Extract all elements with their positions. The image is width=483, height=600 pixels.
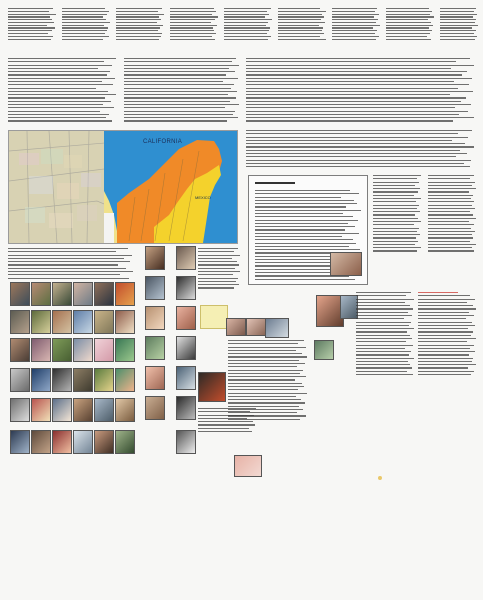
text-block-right-col-2: [428, 175, 476, 254]
photo-1: [10, 282, 30, 306]
photo-42: [176, 306, 196, 330]
photo-29: [94, 398, 114, 422]
text-block-right-lower-1: [356, 292, 414, 377]
text-column-6: [278, 8, 326, 41]
map-graphic: [9, 131, 237, 243]
photo-9: [52, 310, 72, 334]
text-column-4: [170, 8, 218, 41]
photo-40: [176, 276, 196, 300]
photo-34: [73, 430, 93, 454]
text-block-mid-upper: [124, 58, 240, 124]
photo-7: [10, 310, 30, 334]
photo-12: [115, 310, 135, 334]
text-column-3: [116, 8, 164, 41]
photo-21: [52, 368, 72, 392]
photo-23: [94, 368, 114, 392]
photo-39: [145, 276, 165, 300]
text-column-7: [332, 8, 380, 41]
photo-57: [330, 252, 362, 276]
text-block-left-upper: [8, 58, 118, 124]
photo-54: [265, 318, 289, 338]
photo-26: [31, 398, 51, 422]
photo-31: [10, 430, 30, 454]
photo-45: [145, 366, 165, 390]
text-block-right-lower-2: [418, 292, 476, 377]
text-block-right-upper: [246, 58, 476, 124]
photo-53: [246, 318, 266, 336]
photo-4: [73, 282, 93, 306]
photo-2: [31, 282, 51, 306]
photo-41: [145, 306, 165, 330]
photo-17: [94, 338, 114, 362]
mexico-label: MEXICO: [195, 195, 211, 200]
text-column-5: [224, 8, 272, 41]
photo-49: [176, 430, 196, 454]
photo-37: [145, 246, 165, 270]
photo-58: [314, 340, 334, 360]
photo-51: [234, 455, 262, 477]
text-column-9: [440, 8, 478, 41]
text-block-right-col-1: [373, 175, 423, 254]
photo-43: [145, 336, 165, 360]
photo-14: [31, 338, 51, 362]
photo-19: [10, 368, 30, 392]
photo-13: [10, 338, 30, 362]
photo-30: [115, 398, 135, 422]
photo-46: [176, 366, 196, 390]
box-header-line: [255, 182, 295, 184]
photo-32: [31, 430, 51, 454]
photo-47: [145, 396, 165, 420]
california-region-map: [8, 130, 238, 244]
text-block-left-lower: [8, 248, 134, 281]
photo-44: [176, 336, 196, 360]
photo-50: [198, 372, 226, 402]
small-marker: [378, 476, 382, 480]
california-label: CALIFORNIA: [143, 139, 183, 145]
photo-24: [115, 368, 135, 392]
photo-10: [73, 310, 93, 334]
text-column-1: [8, 8, 56, 41]
photo-33: [52, 430, 72, 454]
photo-28: [73, 398, 93, 422]
photo-22: [73, 368, 93, 392]
photo-6: [115, 282, 135, 306]
photo-20: [31, 368, 51, 392]
photo-3: [52, 282, 72, 306]
photo-5: [94, 282, 114, 306]
photo-27: [52, 398, 72, 422]
photo-52: [226, 318, 246, 336]
photo-38: [176, 246, 196, 270]
photo-18: [115, 338, 135, 362]
photo-16: [73, 338, 93, 362]
text-block-map-right: [246, 130, 476, 169]
photo-25: [10, 398, 30, 422]
text-column-2: [62, 8, 110, 41]
text-column-8: [386, 8, 434, 41]
caption-block-lower-mid: [198, 408, 258, 434]
yellow-note: [200, 305, 228, 329]
text-block-small-center: [198, 248, 240, 291]
photo-48: [176, 396, 196, 420]
photo-35: [94, 430, 114, 454]
photo-8: [31, 310, 51, 334]
photo-11: [94, 310, 114, 334]
photo-36: [115, 430, 135, 454]
photo-15: [52, 338, 72, 362]
